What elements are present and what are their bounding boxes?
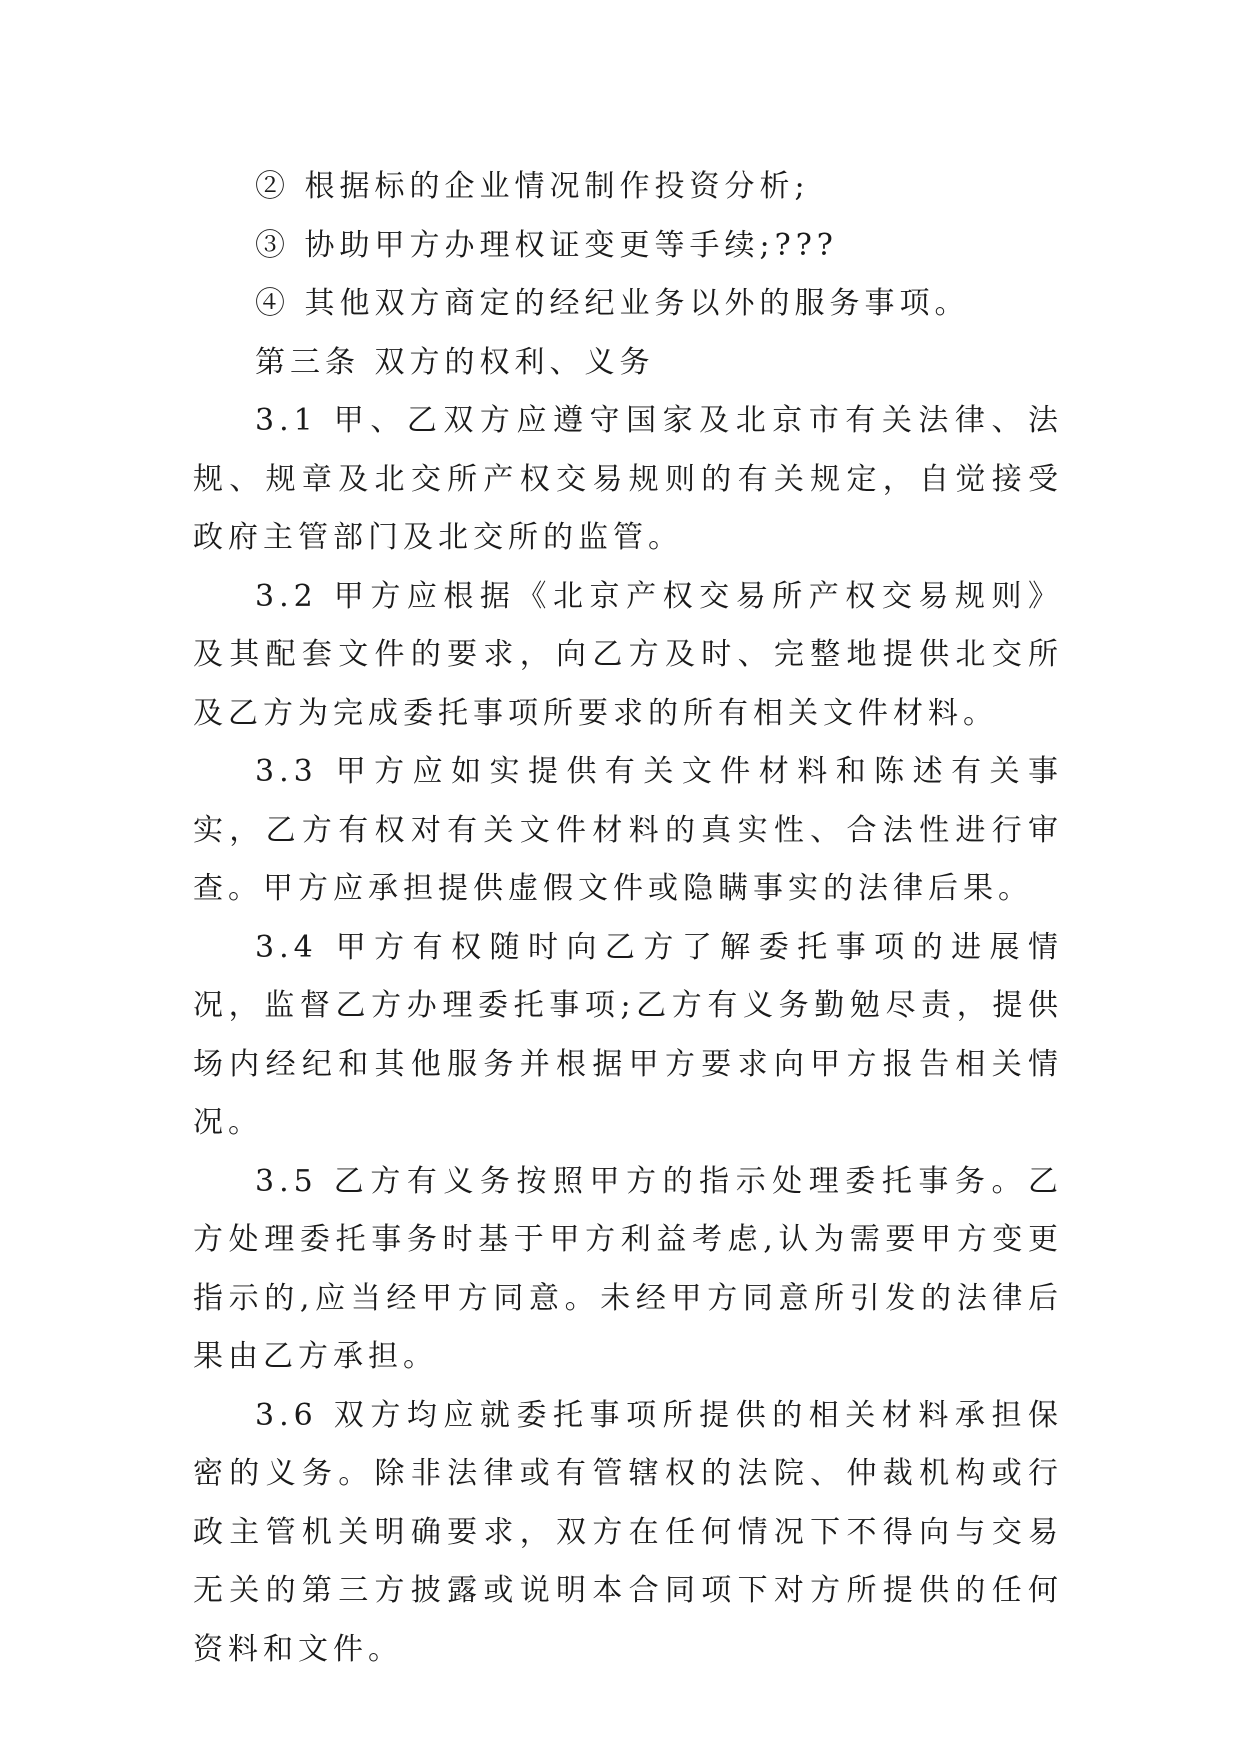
article-3-heading: 第三条 双方的权利、义务: [255, 344, 655, 380]
clause-3-3: 3.3 甲方应如实提供有关文件材料和陈述有关事实，乙方有权对有关文件材料的真实性、合法性进行审查。甲方应承担提供虚假文件或隐瞒事实的法律后果。: [193, 754, 1063, 906]
clause-3-2: 3.2 甲方应根据《北京产权交易所产权交易规则》及其配套文件的要求，向乙方及时、完整地提供北交所及乙方为完成委托事项所要求的所有相关文件材料。: [193, 578, 1063, 731]
clause-3-4: 3.4 甲方有权随时向乙方了解委托事项的进展情况，监督乙方办理委托事项;乙方有义务勤勉尽责，提供场内经纪和其他服务并根据甲方要求向甲方报告相关情况。: [193, 929, 1063, 1140]
list-item-2: ② 根据标的企业情况制作投资分析;: [255, 169, 810, 204]
clause-3-1: 3.1 甲、乙双方应遵守国家及北京市有关法律、法规、规章及北交所产权交易规则的有关规定，自觉接受政府主管部门及北交所的监管。: [193, 403, 1063, 555]
list-item-3: ③ 协助甲方办理权证变更等手续;???: [255, 227, 838, 263]
clause-3-5: 3.5 乙方有义务按照甲方的指示处理委托事务。乙方处理委托事务时基于甲方利益考虑,认为需要甲方变更指示的,应当经甲方同意。未经甲方同意所引发的法律后果由乙方承担。: [193, 1163, 1063, 1374]
clause-3-6: 3.6 双方均应就委托事项所提供的相关材料承担保密的义务。除非法律或有管辖权的法院、仲裁机构或行政主管机关明确要求，双方在任何情况下不得向与交易无关的第三方披露或说明本合同项下对方所提供的任何资料和文件。: [193, 1397, 1063, 1667]
document-body: [193, 158, 1063, 1679]
list-item-4: ④ 其他双方商定的经纪业务以外的服务事项。: [255, 286, 970, 321]
